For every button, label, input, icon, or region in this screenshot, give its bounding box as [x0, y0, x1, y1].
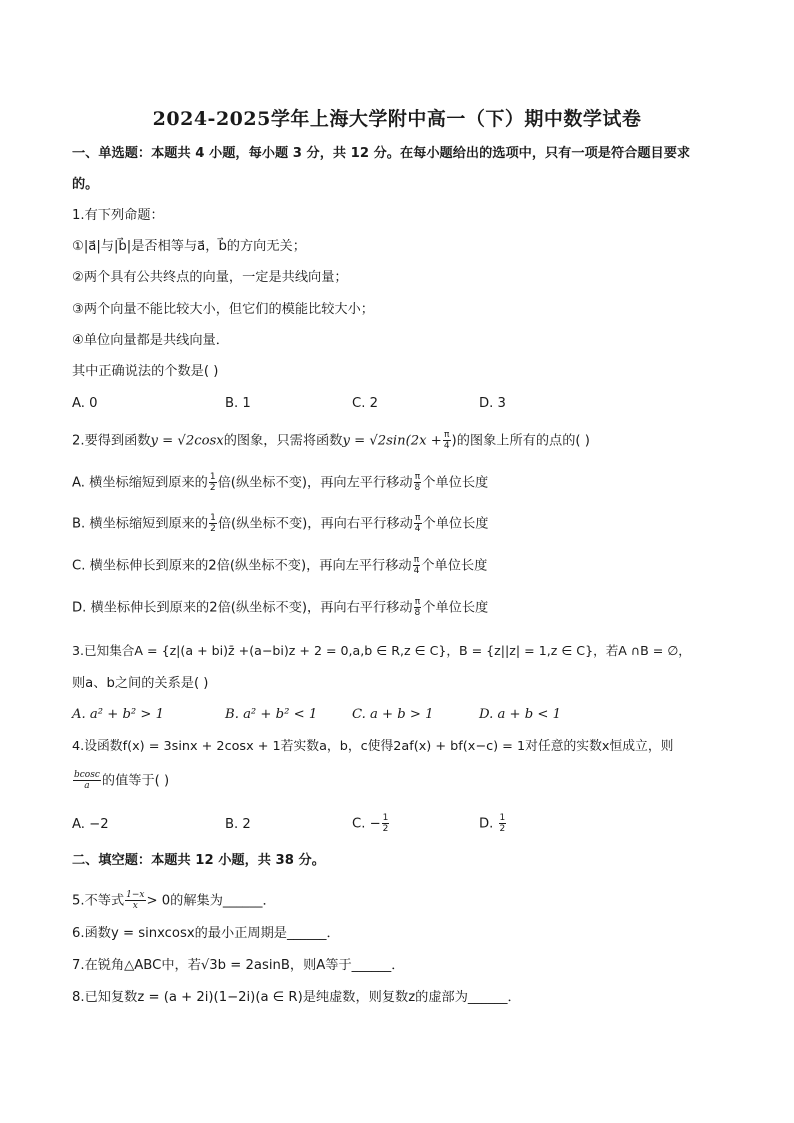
q3-option-b-text: B. a² + b² < 1 — [225, 707, 318, 722]
q2-stem-math-1: y = √2cosx — [150, 433, 224, 449]
q4-option-c-text: C. − — [352, 816, 381, 832]
frac-denominator: x — [132, 901, 138, 911]
q4-option-d-frac — [499, 813, 507, 834]
frac-denominator: 2 — [382, 824, 389, 834]
q2-opt-a-text: A. 横坐标缩短到原来的 — [72, 475, 208, 491]
frac-denominator: 4 — [414, 524, 421, 534]
frac-denominator: 4 — [413, 566, 420, 576]
frac-numerator: 1 — [499, 813, 506, 823]
q2-opt-b-pi-frac — [414, 513, 422, 534]
q2-stem — [72, 430, 590, 451]
q1-option-d: D. 3 — [479, 396, 506, 411]
section1-header-cont: 的。 — [72, 177, 99, 192]
q2-stem-text-b: 的图象，只需将函数 — [223, 433, 343, 449]
q1-stem: 1.有下列命题： — [72, 208, 164, 223]
q2-option-b — [72, 513, 488, 534]
q4-stem-cont — [72, 770, 169, 791]
frac-denominator: 2 — [210, 524, 216, 534]
frac-numerator: bcosc — [74, 770, 100, 780]
frac-numerator: 1 — [382, 813, 389, 823]
frac-numerator: π — [443, 430, 450, 440]
q4-option-c-frac — [382, 813, 390, 834]
q4-option-c — [352, 813, 390, 834]
q1-option-c: C. 2 — [352, 396, 378, 411]
q4-option-d — [479, 813, 507, 834]
q3-option-a-text: A. a² + b² > 1 — [72, 707, 165, 722]
frac-numerator: 1 — [209, 472, 216, 482]
frac-denominator: 8 — [414, 608, 421, 618]
q4-option-b: B. 2 — [225, 817, 251, 832]
frac-denominator: 2 — [499, 824, 506, 834]
frac-numerator: 1−x — [126, 890, 145, 900]
q3-option-b — [225, 707, 317, 722]
q1-option-a: A. 0 — [72, 396, 98, 411]
q2-opt-c-text: C. 横坐标伸长到原来的2倍(纵坐标不变)，再向左平行移动 — [72, 558, 412, 574]
q1-statement-4: ④单位向量都是共线向量． — [72, 333, 229, 348]
page-title: 2024-2025学年上海大学附中高一（下）期中数学试卷 — [152, 108, 642, 130]
q3-option-c-text: C. a + b > 1 — [352, 707, 434, 722]
q2-option-d — [72, 597, 488, 618]
frac-denominator: 8 — [414, 483, 421, 493]
q2-opt-b-text-3: 个单位长度 — [422, 516, 489, 532]
frac-numerator: π — [414, 513, 421, 523]
q3-option-a — [72, 707, 164, 722]
section1-header: 一、单选题：本题共 4 小题，每小题 3 分，共 12 分。在每小题给出的选项中，只有一项是符合题目要求 — [72, 146, 691, 161]
q2-stem-text-c: )的图象上所有的点的( ) — [451, 433, 590, 449]
frac-numerator: 1 — [210, 513, 216, 523]
q3-option-d-text: D. a + b < 1 — [479, 707, 562, 722]
q7-stem: 7.在锐角△ABC中，若√3b = 2asinB，则A等于______． — [72, 958, 405, 973]
q2-opt-a-pi-frac — [414, 472, 422, 493]
q4-option-d-text: D. — [479, 816, 498, 832]
q2-opt-b-text: B. 横坐标缩短到原来的 — [72, 516, 209, 532]
q1-option-b: B. 1 — [225, 396, 251, 411]
q5-text: 5.不等式 — [72, 893, 125, 909]
q2-opt-a-frac — [209, 472, 217, 493]
q8-stem: 8.已知复数z = (a + 2i)(1−2i)(a ∈ R)是纯虚数，则复数z的虚部为______． — [72, 990, 521, 1005]
q3-stem: 3.已知集合A = {z|(a + bi)z̄ +(a−bi)z + 2 = 0,a,b ∈ R,z ∈ C}，B = {z||z| = 1,z ∈ C}，若A ∩B = ∅， — [72, 643, 691, 658]
q1-statement-3: ③两个向量不能比较大小，但它们的模能比较大小； — [72, 302, 374, 317]
q2-stem-fraction — [443, 430, 451, 451]
q2-opt-b-text-2: 倍(纵坐标不变)，再向右平行移动 — [217, 516, 413, 532]
q2-opt-d-text-3: 个单位长度 — [422, 600, 489, 616]
frac-numerator: π — [413, 555, 420, 565]
q6-stem: 6.函数y = sinxcosx的最小正周期是______． — [72, 926, 340, 941]
q2-opt-c-text-3: 个单位长度 — [421, 558, 488, 574]
q2-option-a — [72, 472, 488, 493]
frac-numerator: π — [414, 597, 421, 607]
q2-opt-d-text: D. 横坐标伸长到原来的2倍(纵坐标不变)，再向右平行移动 — [72, 600, 413, 616]
q5-text-post: > 0的解集为______． — [146, 893, 276, 909]
q3-option-c — [352, 707, 434, 722]
q2-opt-a-text-2: 倍(纵坐标不变)，再向左平行移动 — [217, 475, 413, 491]
q4-stem-text: 的值等于( ) — [101, 773, 170, 789]
q1-statement-1: ①|a⃗|与|b⃗|是否相等与a⃗，b⃗的方向无关； — [72, 239, 306, 254]
q2-opt-d-pi-frac — [414, 597, 422, 618]
q2-opt-c-pi-frac — [413, 555, 421, 576]
q3-stem-cont: 则a、b之间的关系是( ) — [72, 676, 209, 691]
q5-stem — [72, 890, 276, 911]
section2-header: 二、填空题：本题共 12 小题，共 38 分。 — [72, 853, 325, 868]
frac-denominator: a — [84, 781, 90, 791]
frac-numerator: π — [414, 472, 421, 482]
q4-stem: 4.设函数f(x) = 3sinx + 2cosx + 1若实数a，b，c使得2af(x) + bf(x−c) = 1对任意的实数x恒成立，则 — [72, 739, 674, 754]
q3-option-d — [479, 707, 561, 722]
q5-fraction — [125, 890, 145, 911]
q2-opt-b-frac — [209, 513, 217, 534]
q2-stem-text-a: 2.要得到函数 — [72, 433, 151, 449]
frac-denominator: 4 — [443, 441, 450, 451]
q4-option-a: A. −2 — [72, 817, 109, 832]
q1-ask: 其中正确说法的个数是( ) — [72, 364, 219, 379]
q2-opt-a-text-3: 个单位长度 — [422, 475, 489, 491]
frac-denominator: 2 — [209, 483, 216, 493]
q1-statement-2: ②两个具有公共终点的向量，一定是共线向量； — [72, 270, 348, 285]
q2-option-c — [72, 555, 487, 576]
q2-stem-math-2: y = √2sin(2x + — [342, 433, 442, 449]
q4-fraction — [73, 770, 101, 791]
